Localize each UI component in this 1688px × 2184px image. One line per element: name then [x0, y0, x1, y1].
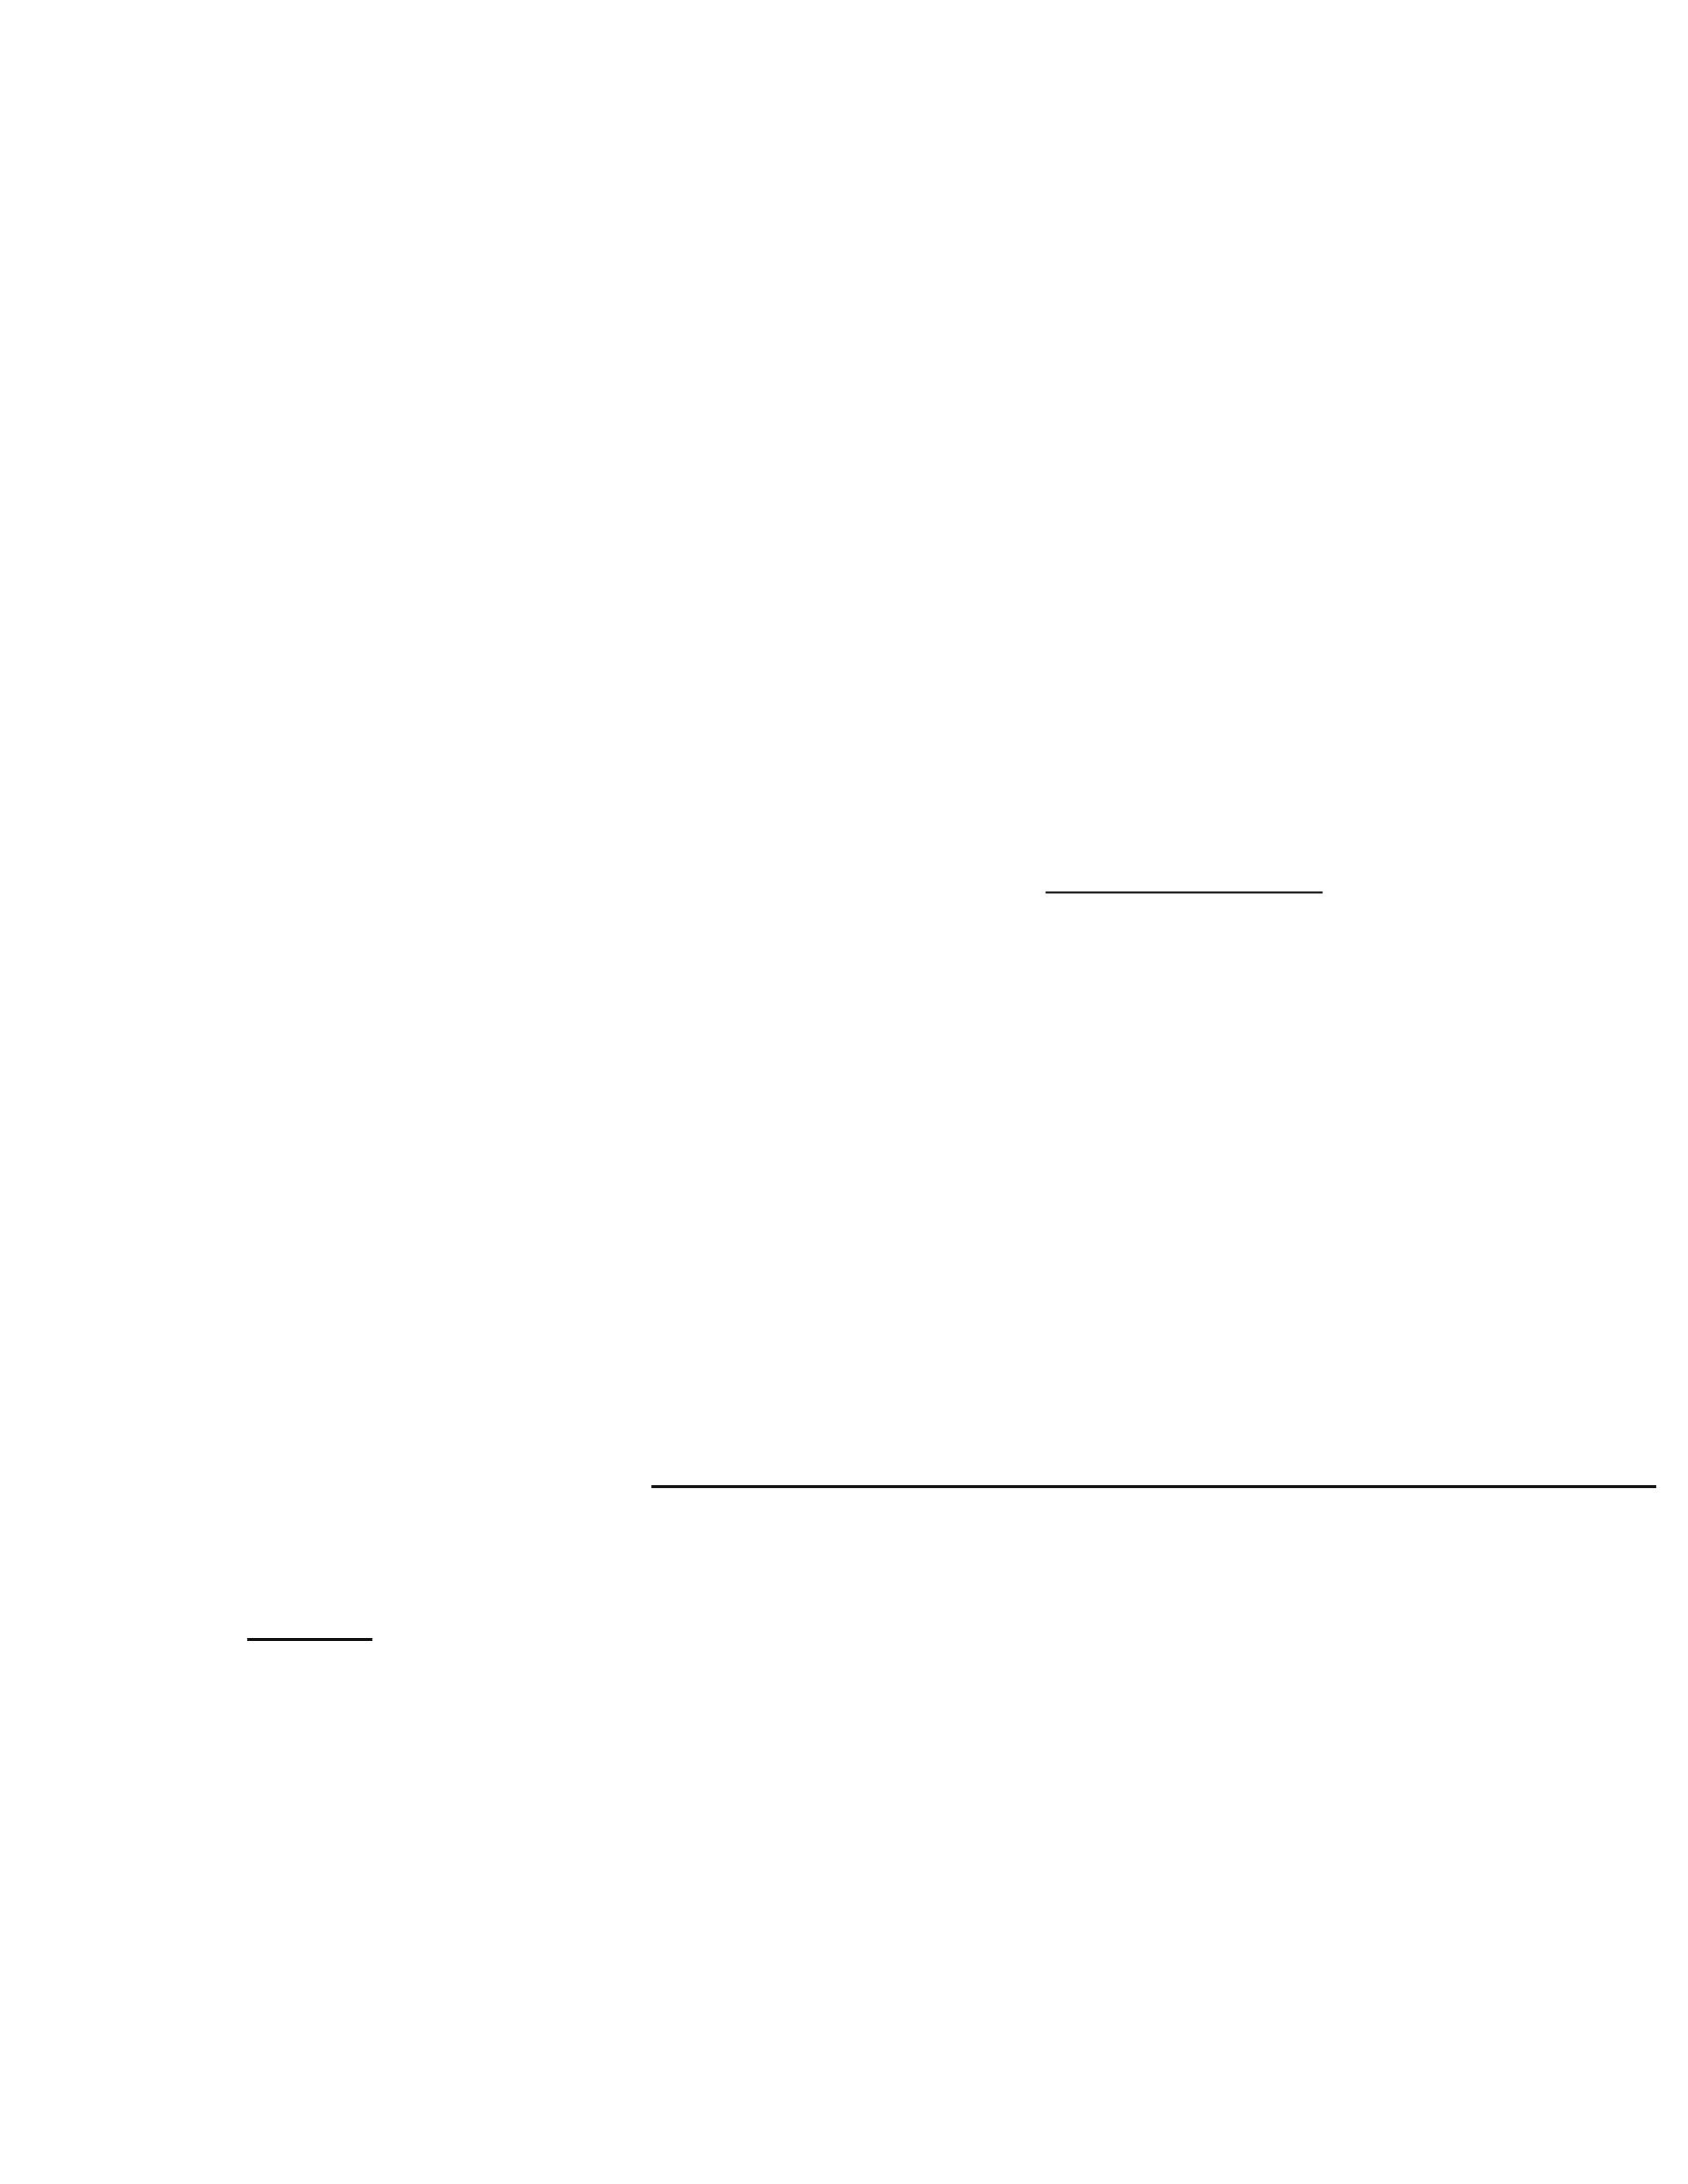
county-blank[interactable] — [247, 1638, 372, 1641]
seller-signature-line[interactable] — [651, 1485, 1656, 1488]
taxpayer-id-blank[interactable] — [1046, 891, 1323, 893]
